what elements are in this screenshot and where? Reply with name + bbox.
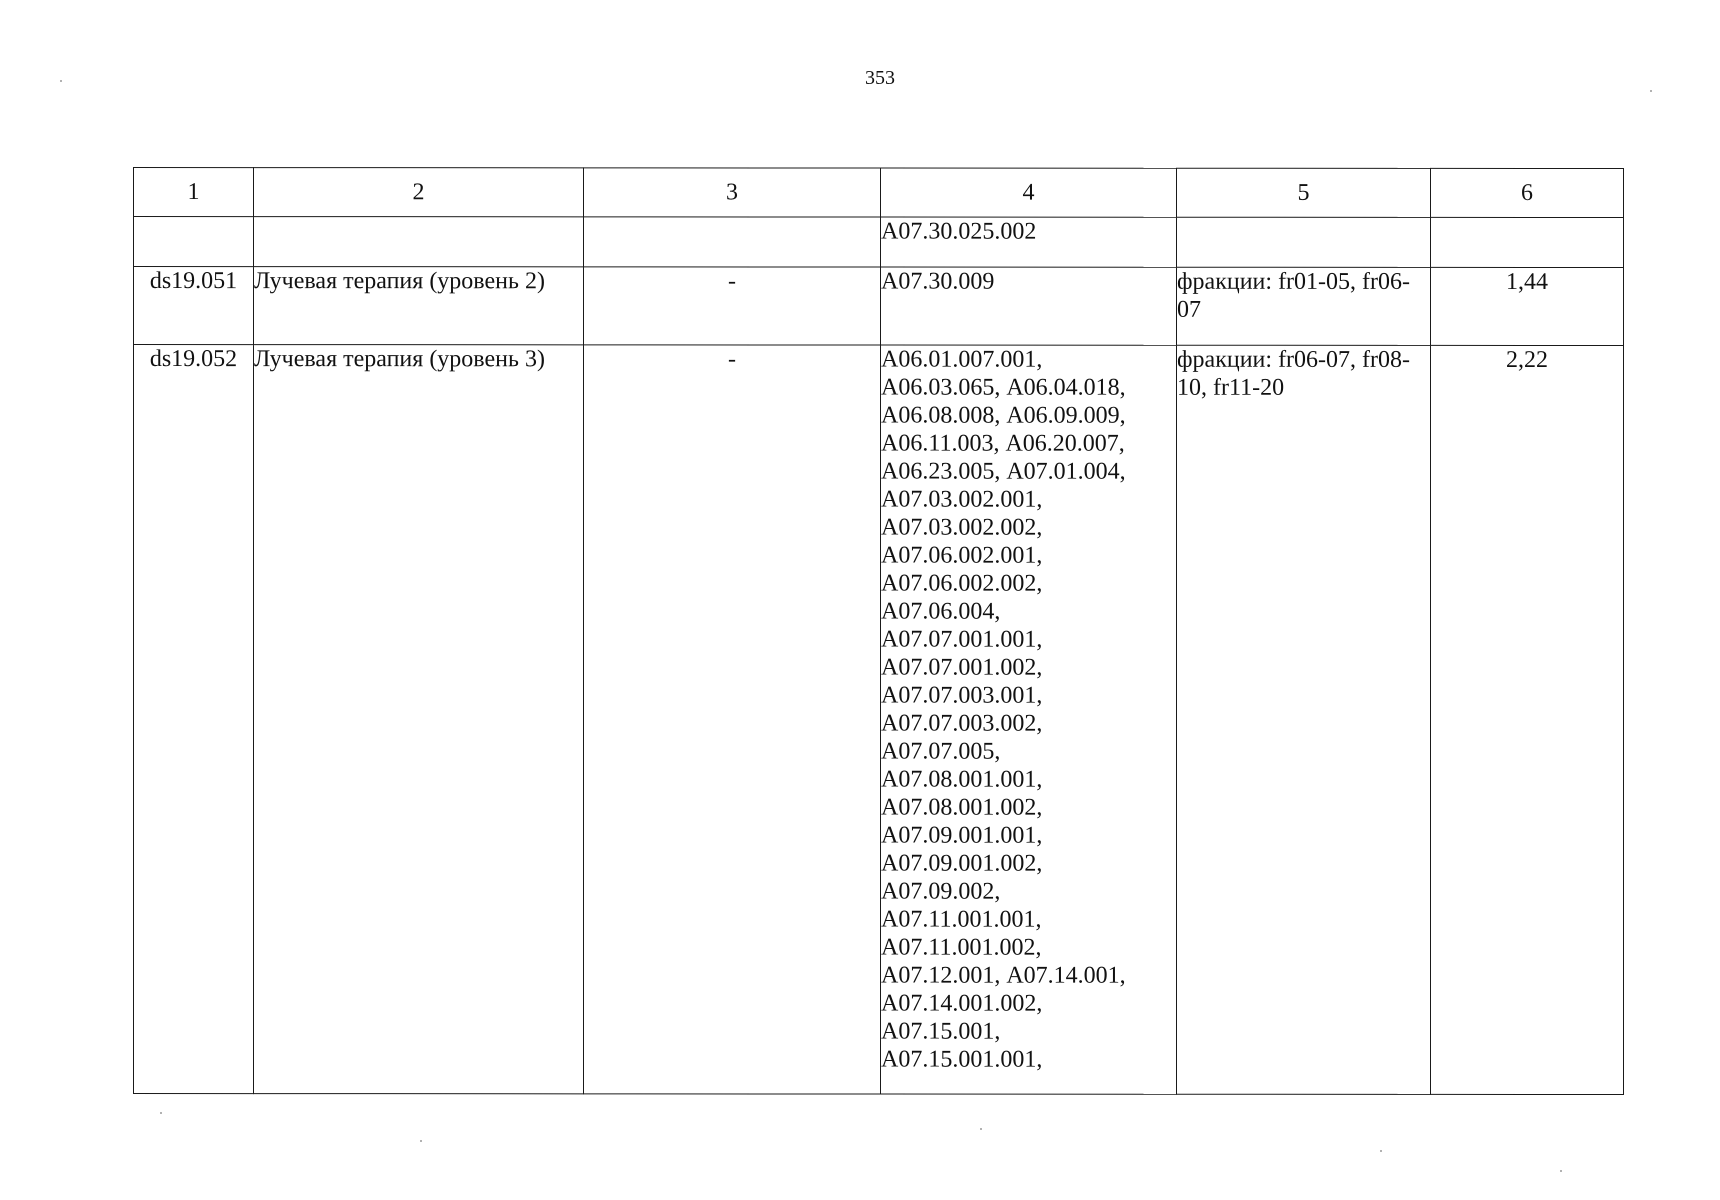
services-cell: [881, 267, 1177, 345]
service-code: А07.08.001.002,: [881, 794, 1043, 821]
service-code: А07.03.002.002,: [881, 514, 1043, 541]
service-code: А07.07.003.001,: [881, 682, 1043, 709]
column-header: 2: [254, 168, 584, 217]
service-code: А07.03.002.001,: [881, 486, 1043, 513]
service-code: А07.14.001.002,: [881, 990, 1043, 1017]
service-code: А07.12.001, А07.14.001,: [881, 962, 1126, 989]
coefficient-cell: 1,44: [1431, 267, 1624, 345]
coefficient-cell: 2,22: [1431, 345, 1624, 1094]
service-code: А06.01.007.001,: [881, 346, 1043, 373]
name-cell: [254, 217, 584, 267]
table-row: [134, 217, 1624, 268]
tariff-table: [133, 167, 1624, 1095]
service-code: А07.09.002,: [881, 878, 1001, 905]
service-code: А07.06.002.002,: [881, 570, 1043, 597]
service-code: А07.30.009: [881, 268, 995, 295]
table-row: [134, 345, 1624, 1095]
criteria-cell: [1177, 217, 1431, 267]
col3-cell: -: [584, 345, 881, 1094]
service-code: А07.15.001.001,: [881, 1046, 1043, 1073]
header-row: [134, 168, 1624, 218]
services-cell: [881, 217, 1177, 267]
service-code: А07.30.025.002: [881, 218, 1037, 245]
page-number: 353: [865, 67, 895, 89]
code-cell: ds19.052: [134, 345, 254, 1094]
scan-speck: [160, 1112, 162, 1114]
service-code: А07.07.003.002,: [881, 710, 1043, 737]
coefficient-cell: [1431, 217, 1624, 267]
service-code: А07.08.001.001,: [881, 766, 1043, 793]
service-code: А07.11.001.001,: [881, 906, 1042, 933]
service-code: А07.06.002.001,: [881, 542, 1043, 569]
service-code: А07.15.001,: [881, 1018, 1001, 1045]
name-cell: Лучевая терапия (уровень 3): [254, 345, 584, 1094]
scan-speck: [980, 1128, 982, 1130]
service-code: А07.07.005,: [881, 738, 1001, 765]
scan-speck: [60, 80, 62, 82]
service-code: А06.11.003, А06.20.007,: [881, 430, 1125, 457]
scan-speck: [420, 1140, 422, 1142]
service-code: А07.07.001.002,: [881, 654, 1043, 681]
service-code: А06.03.065, А06.04.018,: [881, 374, 1126, 401]
criteria-cell: фракции: fr06-07, fr08-10, fr11-20: [1177, 345, 1431, 1094]
services-cell: [881, 345, 1177, 1094]
code-cell: ds19.051: [134, 267, 254, 345]
col3-cell: [584, 217, 881, 267]
column-header: 3: [584, 168, 881, 217]
service-code: А07.09.001.001,: [881, 822, 1043, 849]
column-header: 6: [1431, 168, 1624, 217]
name-cell: Лучевая терапия (уровень 2): [254, 267, 584, 345]
service-code: А06.08.008, А06.09.009,: [881, 402, 1126, 429]
service-code: А06.23.005, А07.01.004,: [881, 458, 1126, 485]
column-header: 5: [1177, 168, 1431, 217]
service-code: А07.11.001.002,: [881, 934, 1042, 961]
scan-speck: [1650, 90, 1652, 92]
service-code: А07.06.004,: [881, 598, 1001, 625]
scan-speck: [1560, 1170, 1562, 1172]
criteria-cell: фракции: fr01-05, fr06-07: [1177, 267, 1431, 345]
table-row: [134, 267, 1624, 346]
service-code: А07.09.001.002,: [881, 850, 1043, 877]
code-cell: [134, 217, 254, 267]
col3-cell: -: [584, 267, 881, 345]
scan-speck: [1380, 1150, 1382, 1152]
service-code: А07.07.001.001,: [881, 626, 1043, 653]
column-header: 4: [881, 168, 1177, 217]
column-header: 1: [134, 168, 254, 217]
